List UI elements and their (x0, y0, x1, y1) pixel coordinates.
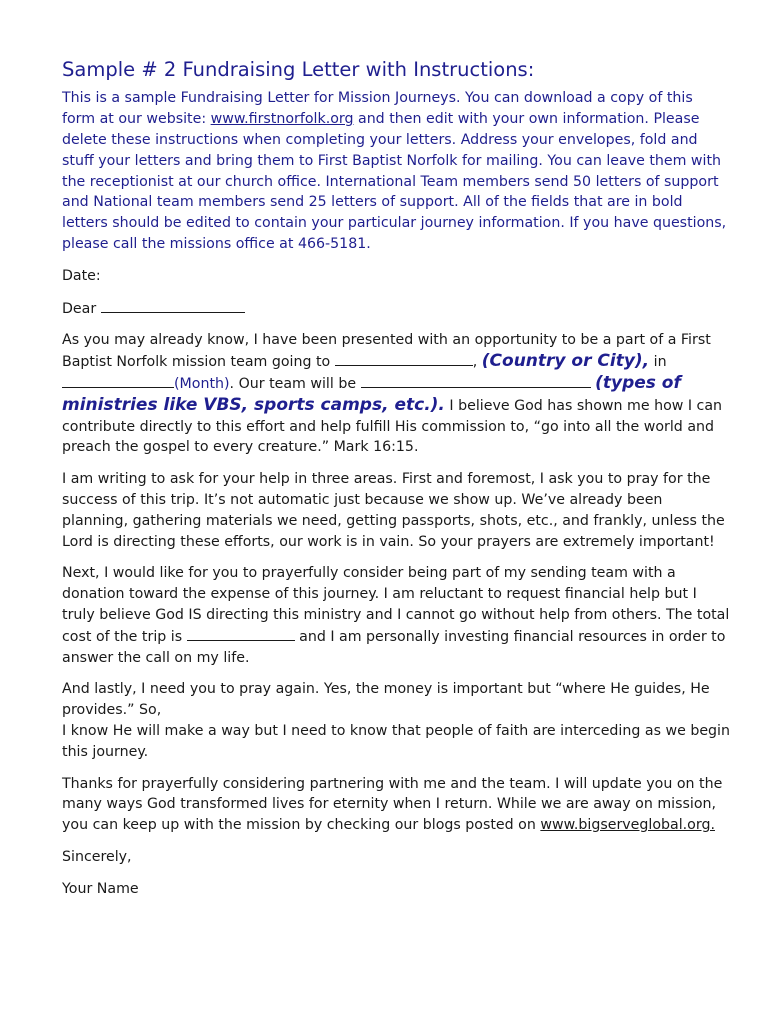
commission-text: I believe God has shown me how I can contribute directly to this effort and help fulfill His commission to, “go into all the world and preach the gospel to every creature.” Mark 16:15. (62, 397, 723, 456)
pray-again-paragraph (62, 679, 730, 762)
month-placeholder: (Month) (174, 375, 230, 392)
instructions-paragraph (62, 88, 730, 254)
opportunity-paragraph (62, 330, 730, 458)
instructions-text-end: and then edit with your own information. Please delete these instructions when completing your letters. Address your envelopes, fold and stuff your letters and bring them to First Baptist Norfolk for mailing. You can leave them with the receptionist at our church office. International Team members send 50 letters of support and National team members send 25 letters of support. All of the fields that are in bold letters should be edited to contain your particular journey information. If you have questions, please call the missions office at 466-5181. (62, 111, 727, 252)
opportunity-text: As you may already know, I have been presented with an opportunity to be a part of a First Baptist Norfolk mission team going to (62, 332, 711, 371)
thanks-paragraph (62, 774, 730, 836)
team-activity-blank[interactable] (361, 373, 591, 388)
investing-text: and I am personally investing financial resources in order to answer the call on my life. (62, 628, 726, 666)
pray-again-text: And lastly, I need you to pray again. Yes, the money is important but “where He guides, He provides.” So, (62, 681, 710, 719)
destination-blank[interactable] (335, 351, 473, 366)
dear-label: Dear (62, 300, 97, 317)
team-text: . Our team will be (229, 375, 361, 392)
cost-blank[interactable] (187, 626, 295, 641)
donation-paragraph (62, 563, 730, 668)
in-text: in (653, 354, 667, 371)
website-link[interactable]: www.firstnorfolk.org (210, 111, 354, 128)
page-title: Sample # 2 Fundraising Letter with Instructions: (62, 58, 535, 81)
blog-link[interactable]: www.bigserveglobal.org. (540, 817, 715, 834)
dear-line (62, 298, 730, 320)
instructions-text-start: This is a sample Fundraising Letter for Mission Journeys. You can download a copy of this form at our website: (62, 90, 693, 128)
date-line: Date: (62, 267, 101, 284)
interceding-text: I know He will make a way but I need to know that people of faith are interceding as we begin this journey. (62, 722, 730, 760)
signature-line: Your Name (62, 880, 139, 897)
closing-line: Sincerely, (62, 848, 132, 865)
prayer-paragraph: I am writing to ask for your help in three areas. First and foremost, I ask you to pray for the success of this trip. It’s not automatic just because we show up. We’ve already been planning, gathering materials we need, getting passports, shots, etc., and frankly, unless the Lord is directing these efforts, our work is in vain. So your prayers are extremely important! (62, 471, 725, 550)
recipient-blank[interactable] (101, 298, 245, 313)
comma-text: , (472, 354, 482, 371)
donation-text: Next, I would like for you to prayerfully consider being part of my sending team with a donation toward the expense of this journey. I am reluctant to request financial help but I truly believe God IS directing this ministry and I cannot go without help from others. The total cost of the trip is (62, 565, 730, 645)
ministries-placeholder: (types of ministries like VBS, sports camps, etc.). (62, 372, 681, 415)
month-blank[interactable] (62, 373, 174, 388)
letter-page (62, 58, 730, 910)
country-placeholder: (Country or City), (481, 351, 650, 372)
thanks-text: Thanks for prayerfully considering partnering with me and the team. I will update you on the many ways God transformed lives for eternity when I return. While we are away on mission, you can keep up with the mission by checking our blogs posted on (62, 775, 723, 834)
